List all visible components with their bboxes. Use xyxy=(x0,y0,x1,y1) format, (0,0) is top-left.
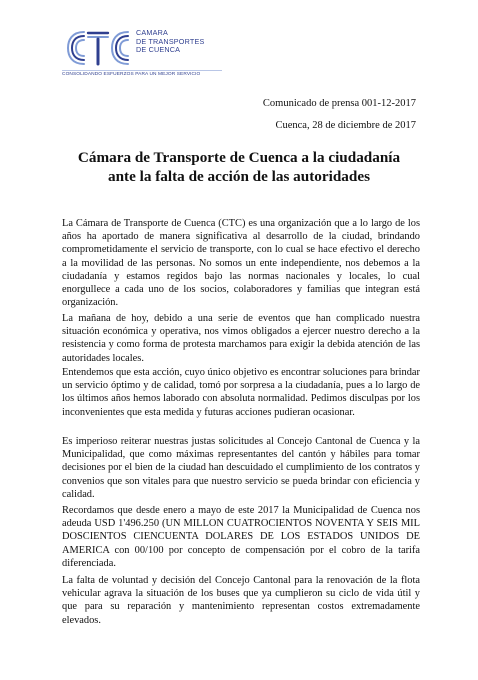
logo-tagline: CONSOLIDANDO ESFUERZOS PARA UN MEJOR SERVICIO xyxy=(62,72,201,77)
title-line: ante la falta de acción de las autoridades xyxy=(108,168,370,185)
document-title xyxy=(40,148,438,186)
logo-name-line: CAMARA xyxy=(136,28,168,37)
logo-name-line: DE TRANSPORTES xyxy=(136,36,205,46)
ctc-logo-mark-icon xyxy=(62,24,134,72)
press-release-reference: Comunicado de prensa 001-12-2017 xyxy=(262,98,416,109)
body-paragraph: La Cámara de Transporte de Cuenca (CTC) es una organización que a lo largo de los años ha aportado de manera significativa al desarrollo de la ciudad, brindando comprometidamente el servicio de transporte, con lo cual se hace efectivo el derecho a la movilidad de las personas. No somos un ente independiente, nos debemos a la ciudadanía y estamos regidos bajo las normas nacionales y locales, lo cual enorgullece a cada uno de los socios, colaboradores y familias que integran está organización. xyxy=(62,218,420,309)
press-release-date: Cuenca, 28 de diciembre de 2017 xyxy=(275,120,416,131)
logo-org-name xyxy=(136,29,226,55)
body-paragraph: Recordamos que desde enero a mayo de este 2017 la Municipalidad de Cuenca nos adeuda USD 1'496.250 (UN MILLON CUATROCIENTOS NOVENTA Y SEIS MIL DOSCIENTOS CIENCUENTA DOLARES DE LOS ESTADOS UNIDOS DE AMERICA con 00/100 por concepto de compensación por el cobro de la tarifa diferenciada. xyxy=(62,505,420,569)
body-paragraph: Es imperioso reiterar nuestras justas solicitudes al Concejo Cantonal de Cuenca y la Municipalidad, que como máximas representantes del cantón y hábiles para tomar decisiones por el bien de la ciudad han descuidado el cumplimiento de los contratos y convenios que son vitales para que nuestro servicio se pueda brindar con eficiencia y calidad. xyxy=(62,436,420,500)
body-paragraph: Entendemos que esta acción, cuyo único objetivo es encontrar soluciones para brindar un servicio óptimo y de calidad, tomó por sorpresa a la ciudadanía, pues a lo largo de los últimos años hemos laborado con absoluta normalidad. Pedimos disculpas por los inconvenientes que esta medida y futuras acciones pudieran ocasionar. xyxy=(62,367,420,418)
title-line: Cámara de Transporte de Cuenca a la ciudadanía xyxy=(77,149,401,166)
body-paragraph: La falta de voluntad y decisión del Concejo Cantonal para la renovación de la flota vehicular agrava la situación de los buses que ya cumplieron su ciclo de vida útil y que para su reparación y mantenimiento representan costos extremadamente elevados. xyxy=(62,575,420,626)
body-paragraph: La mañana de hoy, debido a una serie de eventos que han complicado nuestra situación económica y operativa, nos vimos obligados a ejercer nuestro derecho a la resistencia y como forma de protesta marchamos para exigir la debida atención de las autoridades locales. xyxy=(62,313,420,364)
logo-name-line: DE CUENCA xyxy=(136,45,181,55)
logo-divider xyxy=(62,70,222,71)
